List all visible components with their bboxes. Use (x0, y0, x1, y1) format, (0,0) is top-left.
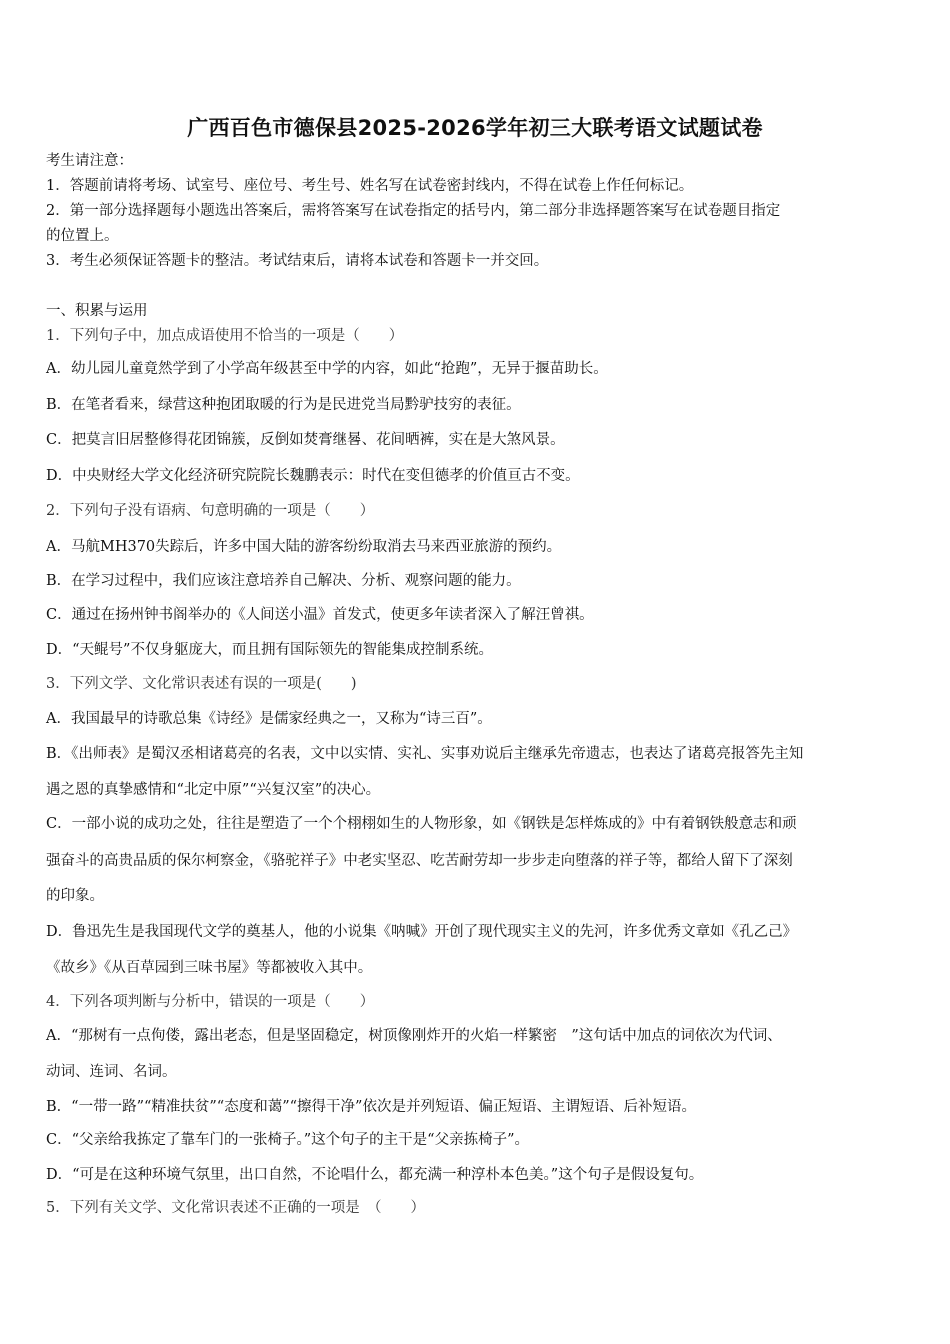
option-text: D．中央财经大学文化经济研究院院长魏鹏表示：时代在变但德孝的价值亘古不变。 (46, 468, 580, 484)
notice-line: 2．第一部分选择题每小题选出答案后，需将答案写在试卷指定的括号内，第二部分非选择题答案写在试卷题目指定 (46, 203, 781, 219)
notice-heading: 考生请注意： (46, 153, 133, 169)
option-text: C．把莫言旧居整修得花团锦簇，反倒如焚膏继晷、花间晒裤，实在是大煞风景。 (46, 432, 565, 448)
option-text: B．“一带一路”“精准扶贫”“态度和蔼”“擦得干净”依次是并列短语、偏正短语、主谓短语、后补短语。 (46, 1099, 696, 1115)
notice-line: 的位置上。 (46, 228, 119, 244)
notice-line: 1．答题前请将考场、试室号、座位号、考生号、姓名写在试卷密封线内，不得在试卷上作任何标记。 (46, 178, 694, 194)
option-text: 遇之恩的真挚感情和“北定中原”“兴复汉室”的决心。 (46, 782, 381, 798)
question-stem: 2．下列句子没有语病、句意明确的一项是（ ） (46, 503, 375, 519)
question-stem: 1．下列句子中，加点成语使用不恰当的一项是（ ） (46, 328, 404, 344)
page-title: 广西百色市德保县2025-2026学年初三大联考语文试题试卷 (187, 116, 763, 140)
section-heading: 一、积累与运用 (46, 303, 148, 319)
option-text: 的印象。 (46, 888, 104, 904)
option-text: A．马航MH370失踪后，许多中国大陆的游客纷纷取消去马来西亚旅游的预约。 (46, 539, 562, 555)
option-text: 动词、连词、名词。 (46, 1064, 177, 1080)
option-text: A．“那树有一点佝偻，露出老态，但是坚固稳定，树顶像刚炸开的火焰一样繁密 ”这句话中加点的词依次为代词、 (46, 1028, 782, 1044)
option-text: 《故乡》《从百草园到三味书屋》等都被收入其中。 (46, 960, 373, 976)
option-text: 强奋斗的高贵品质的保尔柯察金，《骆驼祥子》中老实坚忍、吃苦耐劳却一步步走向堕落的祥子等，都给人留下了深刻 (46, 853, 793, 869)
question-stem: 3．下列文学、文化常识表述有误的一项是( ) (46, 676, 357, 692)
option-text: D．“可是在这种环境气氛里，出口自然，不论唱什么，都充满一种淳朴本色美。”这个句子是假设复句。 (46, 1167, 704, 1183)
option-text: C．通过在扬州钟书阁举办的《人间送小温》首发式，使更多年读者深入了解汪曾祺。 (46, 607, 594, 623)
question-stem: 5．下列有关文学、文化常识表述不正确的一项是 （ ） (46, 1200, 425, 1216)
option-text: D．“天鲲号”不仅身躯庞大，而且拥有国际领先的智能集成控制系统。 (46, 642, 493, 658)
option-text: D．鲁迅先生是我国现代文学的奠基人，他的小说集《呐喊》开创了现代现实主义的先河，许多优秀文章如《孔乙己》 (46, 924, 798, 940)
option-text: A．幼儿园儿童竟然学到了小学高年级甚至中学的内容，如此“抢跑”，无异于揠苗助长。 (46, 361, 608, 377)
option-text: C．一部小说的成功之处，往往是塑造了一个个栩栩如生的人物形象，如《钢铁是怎样炼成的》中有着钢铁般意志和顽 (46, 816, 797, 832)
option-text: B．《出师表》是蜀汉丞相诸葛亮的名表，文中以实情、实礼、实事劝说后主继承先帝遗志，也表达了诸葛亮报答先主知 (46, 746, 804, 762)
option-text: B．在笔者看来，绿营这种抱团取暖的行为是民进党当局黔驴技穷的表征。 (46, 397, 521, 413)
option-text: C．“父亲给我拣定了靠车门的一张椅子。”这个句子的主干是“父亲拣椅子”。 (46, 1132, 529, 1148)
option-text: B．在学习过程中，我们应该注意培养自己解决、分析、观察问题的能力。 (46, 573, 521, 589)
option-text: A．我国最早的诗歌总集《诗经》是儒家经典之一，又称为“诗三百”。 (46, 711, 492, 727)
question-stem: 4．下列各项判断与分析中，错误的一项是（ ） (46, 994, 375, 1010)
notice-line: 3．考生必须保证答题卡的整洁。考试结束后，请将本试卷和答题卡一并交回。 (46, 253, 549, 269)
